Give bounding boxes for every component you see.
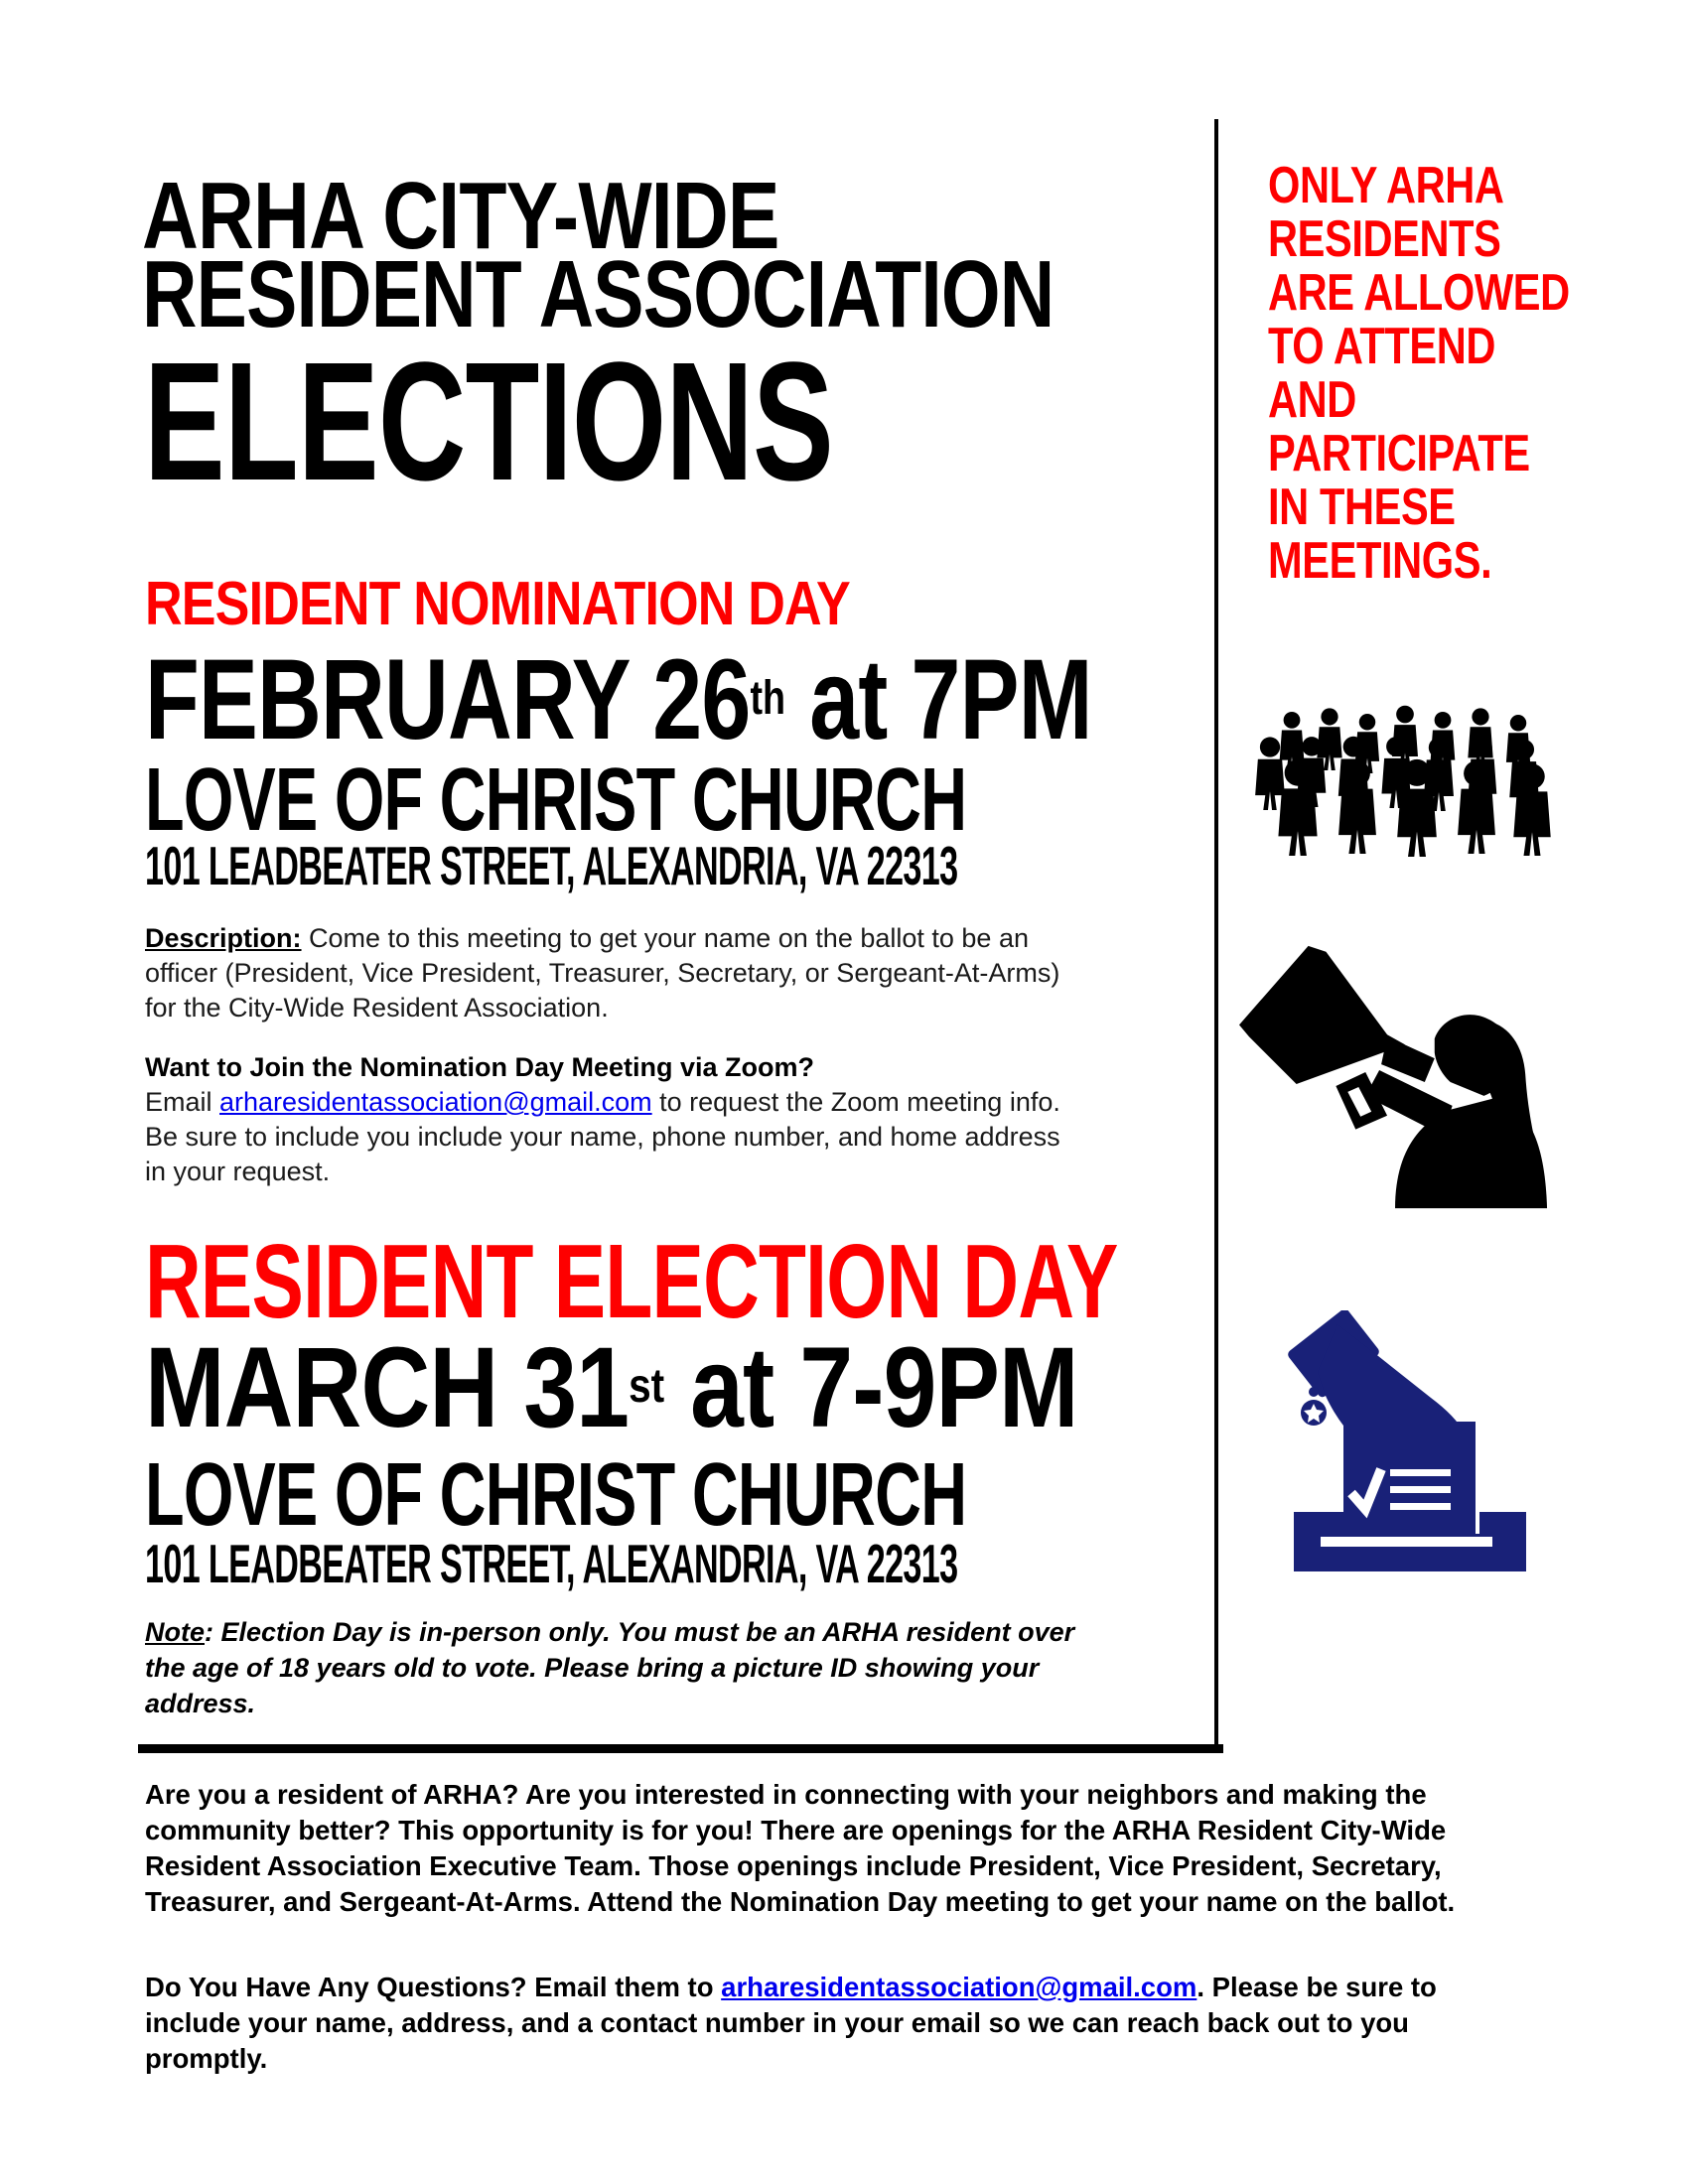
questions-email-link[interactable]: arharesidentassociation@gmail.com xyxy=(721,1972,1197,2002)
zoom-text-before: Email xyxy=(145,1087,220,1117)
questions-text-after: . Please be sure to include your name, address, and a contact number in your email so we can reach back out to you promptly. xyxy=(145,1972,1437,2074)
nomination-date-time: at 7PM xyxy=(785,636,1092,763)
notice-line: AND xyxy=(1268,371,1356,429)
notice-line: ONLY ARHA xyxy=(1268,157,1504,214)
notice-line: TO ATTEND xyxy=(1268,318,1496,375)
election-venue: LOVE OF CHRIST CHURCH xyxy=(145,1445,967,1545)
cuff-drip xyxy=(1309,1387,1319,1397)
ballot-box-vote-image xyxy=(1274,1310,1538,1574)
notice-line: ARE ALLOWED xyxy=(1268,264,1570,322)
description-label: Description: xyxy=(145,923,302,953)
title-line-2: RESIDENT ASSOCIATION xyxy=(142,241,1055,347)
nomination-day-heading: RESIDENT NOMINATION DAY xyxy=(145,570,850,638)
note-text: : Election Day is in-person only. You must be an ARHA resident over the age of 18 years old to vote. Please bring a picture ID showing your address. xyxy=(145,1617,1075,1718)
crowd-silhouette-image xyxy=(1234,655,1564,859)
notice-line: PARTICIPATE xyxy=(1268,425,1530,482)
election-note xyxy=(145,1614,1103,1721)
election-address: 101 LEADBEATER STREET, ALEXANDRIA, VA 22313 xyxy=(145,1533,958,1594)
election-date-ordinal: st xyxy=(629,1358,665,1413)
zoom-info-paragraph xyxy=(145,1050,1088,1189)
election-date xyxy=(145,1324,1078,1451)
zoom-question-heading: Want to Join the Nomination Day Meeting via Zoom? xyxy=(145,1052,815,1082)
megaphone-cone xyxy=(1239,946,1405,1084)
column-divider-vertical xyxy=(1214,119,1218,1753)
megaphone-woman-image xyxy=(1239,945,1555,1209)
notice-line: IN THESE xyxy=(1268,478,1456,536)
nomination-venue: LOVE OF CHRIST CHURCH xyxy=(145,751,967,850)
nomination-description xyxy=(145,921,1088,1025)
questions-text-before: Do You Have Any Questions? Email them to xyxy=(145,1972,722,2002)
title-line-3: ELECTIONS xyxy=(144,328,833,516)
nomination-email-link[interactable]: arharesidentassociation@gmail.com xyxy=(219,1087,652,1117)
election-day-heading: RESIDENT ELECTION DAY xyxy=(145,1223,1118,1340)
zoom-text-after: to request the Zoom meeting info. Be sure to include you include your name, phone number, and home address in your request. xyxy=(145,1087,1060,1186)
footer-questions-paragraph xyxy=(145,1970,1535,2077)
title-line-1: ARHA CITY-WIDE xyxy=(142,163,779,269)
residents-only-notice xyxy=(1268,159,1645,588)
election-date-main: MARCH 31 xyxy=(145,1324,630,1451)
footer-invitation-paragraph: Are you a resident of ARHA? Are you interested in connecting with your neighbors and making the community better? This opportunity is for you! There are openings for the ARHA Resident City-Wide Resident Association Executive Team. Those openings include President, Vice President, Secretary, Treasurer, and Sergeant-At-Arms. Attend the Nomination Day meeting to get your name on the ballot. xyxy=(145,1779,1456,1917)
description-text: Come to this meeting to get your name on the ballot to be an officer (President, Vice President, Treasurer, Secretary, or Sergeant-At-Arms) for the City-Wide Resident Association. xyxy=(145,923,1060,1023)
notice-line: RESIDENTS xyxy=(1268,210,1501,268)
ballot-paper xyxy=(1343,1422,1476,1539)
nomination-date xyxy=(145,636,1092,763)
note-label: Note xyxy=(145,1617,205,1647)
nomination-address: 101 LEADBEATER STREET, ALEXANDRIA, VA 22313 xyxy=(145,835,958,896)
nomination-date-ordinal: th xyxy=(750,670,786,725)
notice-line: MEETINGS. xyxy=(1268,532,1492,590)
nomination-date-main: FEBRUARY 26 xyxy=(145,636,751,763)
section-divider-horizontal xyxy=(138,1744,1223,1753)
election-date-time: at 7-9PM xyxy=(664,1324,1078,1451)
ballot-slot xyxy=(1321,1537,1492,1547)
